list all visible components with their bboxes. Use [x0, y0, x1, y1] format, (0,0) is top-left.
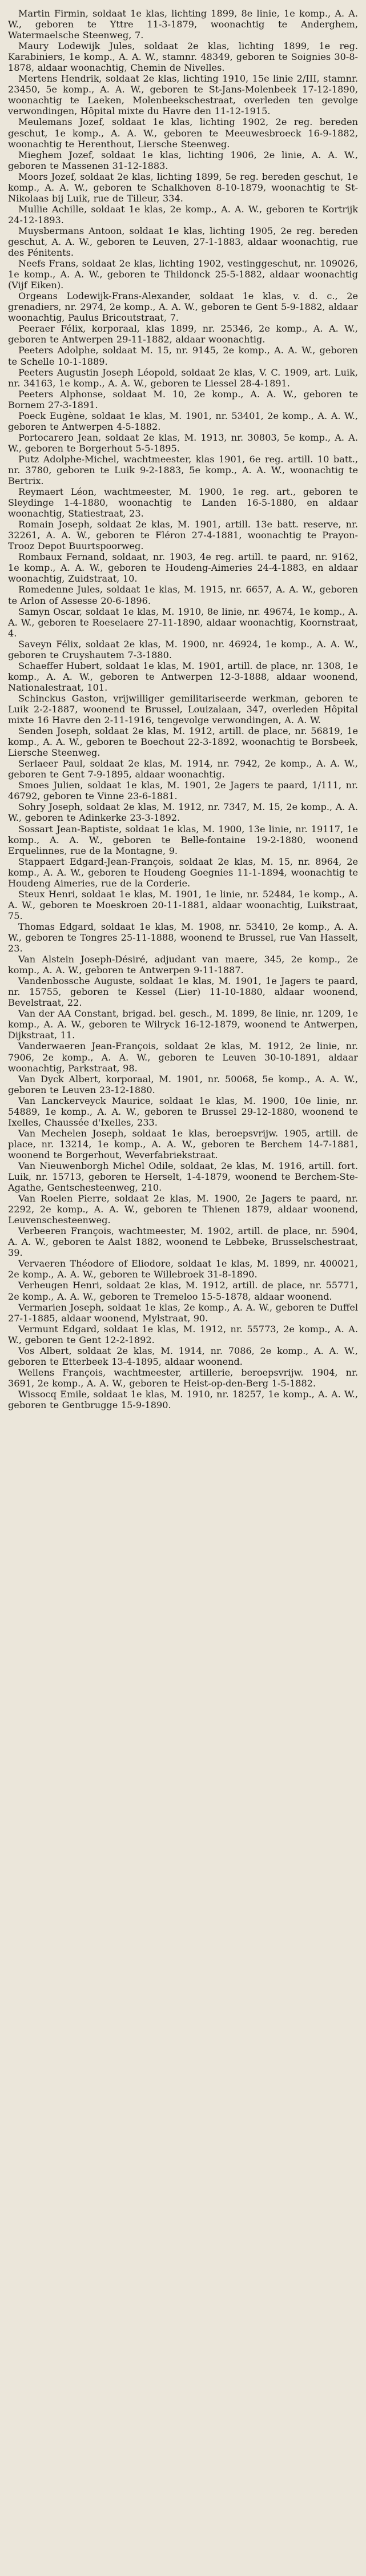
casualty-entry: Romedenne Jules, soldaat 1e klas, M. 1915, nr. 6657, A. A. W., geboren te Arlon of Assesse 20-6-1896.	[8, 584, 358, 606]
casualty-entry: Van Mechelen Joseph, soldaat 1e klas, beroepsvrijw. 1905, artill. de place, nr. 13214, 1e komp., A. A. W., geboren te Berchem 14-7-1881, woonend te Borgerhout, Weverfabriekstraat.	[8, 1127, 358, 1160]
casualty-entry: Vandenbossche Auguste, soldaat 1e klas, M. 1901, 1e Jagers te paard, nr. 15755, geboren te Kessel (Lier) 11-10-1880, aldaar woonend, Bevelstraat, 22.	[8, 975, 358, 1009]
casualty-entry: Peeters Adolphe, soldaat M. 15, nr. 9145, 2e komp., A. A. W., geboren te Schelle 10-1-1889.	[8, 345, 358, 367]
casualty-entry: Wissocq Emile, soldaat 1e klas, M. 1910, nr. 18257, 1e komp., A. A. W., geboren te Gentbrugge 15-9-1890.	[8, 1388, 358, 1410]
casualty-entry: Van Lanckerveyck Maurice, soldaat 1e klas, M. 1900, 10e linie, nr. 54889, 1e komp., A. A. W., geboren te Brussel 29-12-1880, woonend te Ixelles, Chaussée d'Ixelles, 233.	[8, 1095, 358, 1128]
casualty-entry: Thomas Edgard, soldaat 1e klas, M. 1908, nr. 53410, 2e komp., A. A. W., geboren te Tongres 25-11-1888, woonend te Brussel, rue Van Hasselt, 23.	[8, 921, 358, 954]
casualty-entry: Schinckus Gaston, vrijwilliger gemilitariseerde werkman, geboren te Luik 2-2-1887, woonend te Brussel, Louizalaan, 347, overleden Hôpital mixte 16 Havre den 2-11-1916, tengevolge verwondingen, A. A. W.	[8, 692, 358, 726]
casualty-entry: Vos Albert, soldaat 2e klas, M. 1914, nr. 7086, 2e komp., A. A. W., geboren te Etterbeek 13-4-1895, aldaar woonend.	[8, 1345, 358, 1367]
casualty-entry: Van Alstein Joseph-Désiré, adjudant van maere, 345, 2e komp., 2e komp., A. A. W., geboren te Antwerpen 9-11-1887.	[8, 954, 358, 976]
casualty-entry: Sohry Joseph, soldaat 2e klas, M. 1912, nr. 7347, M. 15, 2e komp., A. A. W., geboren te Adinkerke 23-3-1892.	[8, 801, 358, 824]
casualty-entry: Van Nieuwenborgh Michel Odile, soldaat, 2e klas, M. 1916, artill. fort. Luik, nr. 15713, geboren te Herselt, 1-4-1879, woonend te Berchem-Ste-Agathe, Gentschesteenweg, 210.	[8, 1160, 358, 1194]
casualty-entry: Stappaert Edgard-Jean-François, soldaat 2e klas, M. 15, nr. 8964, 2e komp., A. A. W., geboren te Houdeng Goegnies 11-1-1894, woonachtig te Houdeng Aimeries, rue de la Corderie.	[8, 856, 358, 889]
casualty-entry: Neefs Frans, soldaat 2e klas, lichting 1902, vestinggeschut, nr. 109026, 1e komp., A. A. W., geboren te Thildonck 25-5-1882, aldaar woonachtig (Vijf Eiken).	[8, 258, 358, 291]
casualty-entry: Van Roelen Pierre, soldaat 2e klas, M. 1900, 2e Jagers te paard, nr. 2292, 2e komp., A. A. W., geboren te Thienen 1879, aldaar woonend, Leuvenschesteenweg.	[8, 1193, 358, 1226]
casualty-entry: Samyn Oscar, soldaat 1e klas, M. 1910, 8e linie, nr. 49674, 1e komp., A. A. W., geboren te Roeselaere 27-11-1890, aldaar woonachtig, Koornstraat, 4.	[8, 606, 358, 639]
casualty-entry: Orgeans Lodewijk-Frans-Alexander, soldaat 1e klas, v. d. c., 2e grenadiers, nr. 2974, 2e komp., A. A. W., geboren te Gent 5-9-1882, aldaar woonachtig, Paulus Bricoutstraat, 7.	[8, 291, 358, 324]
casualty-entry: Peeters Augustin Joseph Léopold, soldaat 2e klas, V. C. 1909, art. Luik, nr. 34163, 1e komp., A. A. W., geboren te Liessel 28-4-1891.	[8, 366, 358, 389]
casualty-entry: Schaeffer Hubert, soldaat 1e klas, M. 1901, artill. de place, nr. 1308, 1e komp., A. A. W., geboren te Antwerpen 12-3-1888, aldaar woonend, Nationalestraat, 101.	[8, 660, 358, 693]
casualty-entry: Wellens François, wachtmeester, artillerie, beroepsvrijw. 1904, nr. 3691, 2e komp., A. A. W., geboren te Heist-op-den-Berg 1-5-1882.	[8, 1366, 358, 1389]
casualty-entry: Steux Henri, soldaat 1e klas, M. 1901, 1e linie, nr. 52484, 1e komp., A. A. W., geboren te Moeskroen 20-11-1881, aldaar woonachtig, Luikstraat, 75.	[8, 888, 358, 921]
casualty-entry: Vermunt Edgard, soldaat 1e klas, M. 1912, nr. 55773, 2e komp., A. A. W., geboren te Gent 12-2-1892.	[8, 1323, 358, 1345]
casualty-entry: Romain Joseph, soldaat 2e klas, M. 1901, artill. 13e batt. reserve, nr. 32261, A. A. W., geboren te Fléron 27-4-1881, woonachtig te Prayon-Trooz Depot Buurtspoorweg.	[8, 519, 358, 552]
casualty-entry: Meulemans Jozef, soldaat 1e klas, lichting 1902, 2e reg. bereden geschut, 1e komp., A. A. W., geboren te Meeuwesbroeck 16-9-1882, woonachtig te Herenthout, Liersche Steenweg.	[8, 116, 358, 150]
casualty-entry: Verheugen Henri, soldaat 2e klas, M. 1912, artill. de place, nr. 55771, 2e komp., A. A. W., geboren te Tremeloo 15-5-1878, aldaar woonend.	[8, 1280, 358, 1302]
casualty-entry: Muysbermans Antoon, soldaat 1e klas, lichting 1905, 2e reg. bereden geschut, A. A. W., geboren te Leuven, 27-1-1883, aldaar woonachtig, rue des Pénitents.	[8, 225, 358, 259]
casualty-entry: Maury Lodewijk Jules, soldaat 2e klas, lichting 1899, 1e reg. Karabiniers, 1e komp., A. A. W., stamnr. 48349, geboren te Soignies 30-8-1878, aldaar woonachtig, Chemin de Nivelles.	[8, 41, 358, 74]
casualty-entry: Verbeeren François, wachtmeester, M. 1902, artill. de place, nr. 5904, A. A. W., geboren te Aalst 1882, woonend te Lebbeke, Brusselschestraat, 39.	[8, 1225, 358, 1259]
casualty-entry: Peeraer Félix, korporaal, klas 1899, nr. 25346, 2e komp., A. A. W., geboren te Antwerpen 29-11-1882, aldaar woonachtig.	[8, 323, 358, 345]
casualty-entry: Rombaux Fernand, soldaat, nr. 1903, 4e reg. artill. te paard, nr. 9162, 1e komp., A. A. W., geboren te Houdeng-Aimeries 24-4-1883, en aldaar woonachtig, Zuidstraat, 10.	[8, 551, 358, 584]
casualty-entry: Sossart Jean-Baptiste, soldaat 1e klas, M. 1900, 13e linie, nr. 19117, 1e komp., A. A. W., geboren te Belle-fontaine 19-2-1880, woonend Erquelinnes, rue de la Montagne, 9.	[8, 823, 358, 856]
casualty-entry: Peeters Alphonse, soldaat M. 10, 2e komp., A. A. W., geboren te Bornem 27-3-1891.	[8, 388, 358, 410]
casualty-entry: Serlaeer Paul, soldaat 2e klas, M. 1914, nr. 7942, 2e komp., A. A. W., geboren te Gent 7-9-1895, aldaar woonachtig.	[8, 758, 358, 780]
casualty-entry: Smoes Julien, soldaat 1e klas, M. 1901, 2e Jagers te paard, 1/111, nr. 46792, geboren te Vinne 23-6-1881.	[8, 780, 358, 802]
casualty-entry: Vermarien Joseph, soldaat 1e klas, 2e komp., A. A. W., geboren te Duffel 27-1-1885, aldaar woonend, Mylstraat, 90.	[8, 1301, 358, 1324]
casualty-entry: Van Dyck Albert, korporaal, M. 1901, nr. 50068, 5e komp., A. A. W., geboren te Leuven 23-12-1880.	[8, 1073, 358, 1095]
casualty-entry: Saveyn Félix, soldaat 2e klas, M. 1900, nr. 46924, 1e komp., A. A. W., geboren te Cruyshautem 7-3-1880.	[8, 638, 358, 660]
casualty-entry: Mertens Hendrik, soldaat 2e klas, lichting 1910, 15e linie 2/III, stamnr. 23450, 5e komp., A. A. W., geboren te St-Jans-Molenbeek 17-12-1890, woonachtig te Laeken, Molenbeekschestraat, overleden ten gevolge verwondingen, Hôpital mixte du Havre den 11-12-1915.	[8, 73, 358, 117]
casualty-entry: Mieghem Jozef, soldaat 1e klas, lichting 1906, 2e linie, A. A. W., geboren te Massenen 31-12-1883.	[8, 149, 358, 171]
casualty-entry: Moors Jozef, soldaat 2e klas, lichting 1899, 5e reg. bereden geschut, 1e komp., A. A. W., geboren te Schalkhoven 8-10-1879, woonachtig te St-Nikolaas bij Luik, rue de Tilleur, 334.	[8, 171, 358, 204]
casualty-entry: Van der AA Constant, brigad. bel. gesch., M. 1899, 8e linie, nr. 1209, 1e komp., A. A. W., geboren te Wilryck 16-12-1879, woonend te Antwerpen, Dijkstraat, 11.	[8, 1008, 358, 1041]
casualty-entry: Putz Adolphe-Michel, wachtmeester, klas 1901, 6e reg. artill. 10 batt., nr. 3780, geboren te Luik 9-2-1883, 5e komp., A. A. W., woonachtig te Bertrix.	[8, 453, 358, 487]
casualty-entry: Martin Firmin, soldaat 1e klas, lichting 1899, 8e linie, 1e komp., A. A. W., geboren te Yttre 11-3-1879, woonachtig te Anderghem, Watermaelsche Steenweg, 7.	[8, 8, 358, 41]
casualty-entry: Vervaeren Théodore of Eliodore, soldaat 1e klas, M. 1899, nr. 400021, 2e komp., A. A. W., geboren te Willebroek 31-8-1890.	[8, 1258, 358, 1280]
casualty-entry: Mullie Achille, soldaat 1e klas, 2e komp., A. A. W., geboren te Kortrijk 24-12-1893.	[8, 203, 358, 225]
casualty-entry: Vanderwaeren Jean-François, soldaat 2e klas, M. 1912, 2e linie, nr. 7906, 2e komp., A. A. W., geboren te Leuven 30-10-1891, aldaar woonachtig, Parkstraat, 98.	[8, 1041, 358, 1074]
casualty-entry: Poeck Eugène, soldaat 1e klas, M. 1901, nr. 53401, 2e komp., A. A. W., geboren te Antwerpen 4-5-1882.	[8, 410, 358, 432]
casualty-entry: Reymaert Léon, wachtmeester, M. 1900, 1e reg. art., geboren te Sleydinge 1-4-1880, woonachtig te Landen 16-5-1880, en aldaar woonachtig, Statiestraat, 23.	[8, 486, 358, 519]
casualty-entry: Senden Joseph, soldaat 2e klas, M. 1912, artill. de place, nr. 56819, 1e komp., A. A. W., geboren te Boechout 22-3-1892, woonachtig te Borsbeek, Liersche Steenweg.	[8, 725, 358, 759]
casualty-entry: Portocarero Jean, soldaat 2e klas, M. 1913, nr. 30803, 5e komp., A. A. W., geboren te Borgerhout 5-5-1895.	[8, 432, 358, 454]
